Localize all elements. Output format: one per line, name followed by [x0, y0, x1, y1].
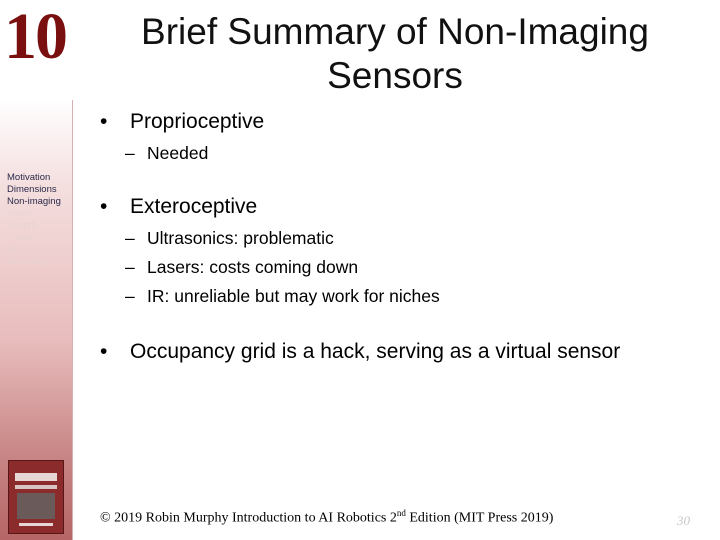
nav-item-summary[interactable]: Summary — [7, 256, 48, 267]
sub-bullet-text: IR: unreliable but may work for niches — [147, 286, 440, 306]
page-number: 30 — [677, 513, 690, 528]
chapter-number: 10 — [4, 0, 66, 73]
footer-text: © 2019 Robin Murphy Introduction to AI Robotics 2 — [100, 510, 397, 526]
sub-bullet-needed — [125, 142, 208, 164]
copyright-footer — [100, 508, 553, 527]
book-cover-image — [8, 460, 64, 534]
bullet-exteroceptive — [100, 195, 257, 219]
bullet-text: Exteroceptive — [130, 195, 258, 218]
dash-marker: – — [125, 228, 135, 248]
bullet-marker: • — [100, 110, 108, 133]
sub-bullet-text: Needed — [147, 143, 209, 163]
dash-marker: – — [125, 143, 135, 163]
nav-item-dimensions[interactable]: Dimensions — [7, 184, 57, 195]
bullet-text: Proprioceptive — [130, 110, 265, 133]
section-nav — [7, 172, 61, 268]
sub-bullet-ir — [125, 285, 440, 307]
footer-superscript: nd — [396, 508, 406, 518]
nav-item-ai[interactable]: AI — [7, 244, 16, 255]
bullet-marker: • — [100, 195, 108, 218]
nav-item-motivation[interactable]: Motivation — [7, 172, 51, 183]
bullet-occupancy-grid — [100, 340, 620, 364]
nav-item-non-imaging[interactable]: Non-imaging — [7, 196, 61, 207]
sub-bullet-text: Ultrasonics: problematic — [147, 228, 334, 248]
nav-item-depth[interactable]: - depth — [7, 220, 37, 231]
nav-item-cues[interactable]: - cues — [7, 232, 33, 243]
bullet-marker: • — [100, 340, 108, 363]
sub-bullet-text: Lasers: costs coming down — [147, 257, 359, 277]
sub-bullet-lasers — [125, 256, 358, 278]
sub-bullet-ultrasonics — [125, 227, 334, 249]
bullet-proprioceptive — [100, 110, 264, 134]
dash-marker: – — [125, 257, 135, 277]
dash-marker: – — [125, 286, 135, 306]
bullet-text: Occupancy grid is a hack, serving as a virtual sensor — [130, 340, 621, 363]
slide-title: Brief Summary of Non-Imaging Sensors — [141, 11, 649, 96]
footer-text-end: Edition (MIT Press 2019) — [405, 510, 554, 526]
nav-item-vision[interactable]: Vision — [7, 208, 33, 219]
